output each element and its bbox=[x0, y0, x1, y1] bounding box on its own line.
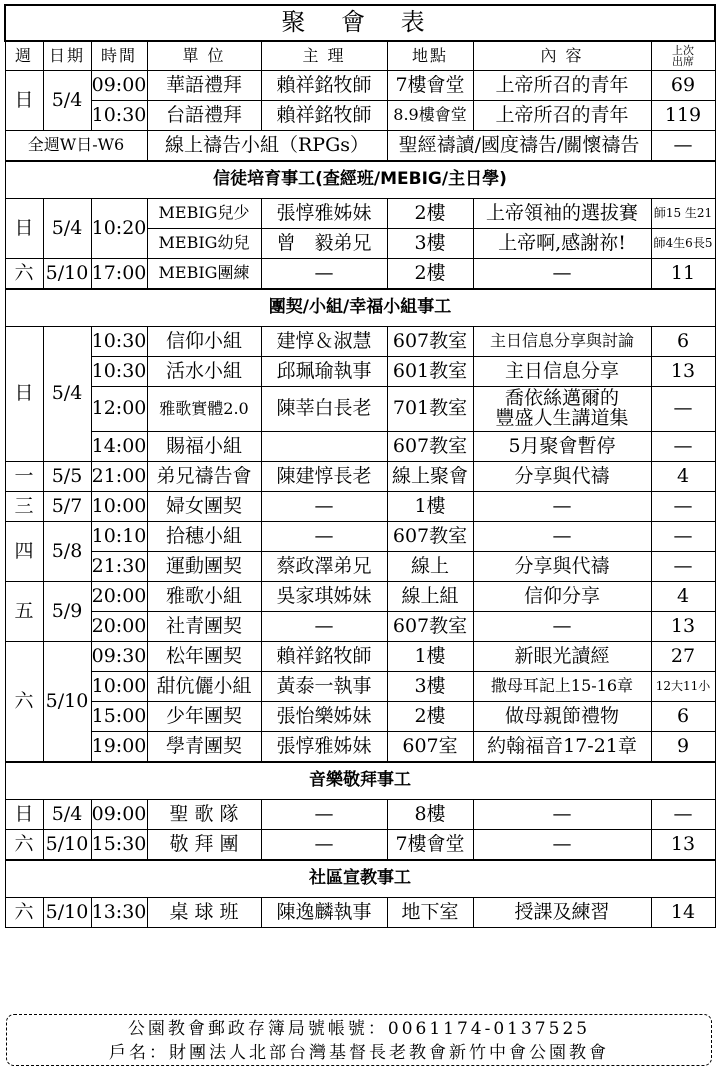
date-cell: 5/10 bbox=[43, 830, 91, 861]
unit-cell: 聖 歌 隊 bbox=[147, 800, 261, 830]
place-cell: 8樓 bbox=[387, 800, 473, 830]
date-cell: 5/8 bbox=[43, 522, 91, 582]
host-cell: 吳家琪姊妹 bbox=[261, 582, 387, 612]
content-cell: 做母親節禮物 bbox=[473, 702, 651, 732]
header-day: 週 bbox=[5, 41, 43, 71]
place-cell: 607室 bbox=[387, 732, 473, 763]
content-cell: — bbox=[473, 612, 651, 642]
account-name-line: 戶名：財團法人北部台灣基督長老教會新竹中會公園教會 bbox=[109, 1043, 609, 1063]
place-cell: 線上聚會 bbox=[387, 462, 473, 492]
table-row bbox=[5, 830, 715, 861]
content-cell: — bbox=[473, 522, 651, 552]
time-cell: 14:00 bbox=[91, 432, 147, 462]
host-cell: 陳莘白長老 bbox=[261, 387, 387, 432]
place-cell: 607教室 bbox=[387, 522, 473, 552]
time-cell: 10:30 bbox=[91, 327, 147, 357]
section-title-community: 社區宣教事工 bbox=[5, 860, 715, 898]
place-cell: 607教室 bbox=[387, 327, 473, 357]
time-cell: 21:00 bbox=[91, 462, 147, 492]
place-cell: 7樓會堂 bbox=[387, 830, 473, 861]
table-row bbox=[5, 259, 715, 290]
unit-cell: 少年團契 bbox=[147, 702, 261, 732]
section-title-training: 信徒培育事工(查經班/MEBIG/主日學) bbox=[5, 161, 715, 199]
last-cell: — bbox=[651, 522, 715, 552]
unit-cell: 學青團契 bbox=[147, 732, 261, 763]
place-cell: 2樓 bbox=[387, 259, 473, 290]
date-cell: 5/7 bbox=[43, 492, 91, 522]
last-cell: 13 bbox=[651, 357, 715, 387]
time-cell: 21:30 bbox=[91, 552, 147, 582]
last-cell: 師15 生21 bbox=[651, 199, 715, 229]
host-cell: — bbox=[261, 612, 387, 642]
table-row bbox=[5, 612, 715, 642]
date-cell: 5/4 bbox=[43, 327, 91, 462]
table-row bbox=[5, 732, 715, 763]
page-title: 聚 會 表 bbox=[5, 5, 715, 41]
weekly-span-cell: 全週W日-W6 bbox=[5, 131, 147, 162]
unit-cell: MEBIG幼兒 bbox=[147, 229, 261, 259]
host-cell: 陳建惇長老 bbox=[261, 462, 387, 492]
last-cell: 12大11小 bbox=[651, 672, 715, 702]
last-cell: 13 bbox=[651, 830, 715, 861]
table-row bbox=[5, 702, 715, 732]
host-cell: 張惇雅姊妹 bbox=[261, 732, 387, 763]
host-cell: — bbox=[261, 522, 387, 552]
section-title-fellowship: 團契/小組/幸福小組事工 bbox=[5, 289, 715, 327]
date-cell: 5/10 bbox=[43, 259, 91, 290]
header-row bbox=[5, 41, 715, 71]
place-cell: 607教室 bbox=[387, 432, 473, 462]
unit-cell: 敬 拜 團 bbox=[147, 830, 261, 861]
content-cell: — bbox=[473, 800, 651, 830]
account-number-line: 公園教會郵政存簿局號帳號：0061174-0137525 bbox=[127, 1019, 591, 1039]
place-cell: 7樓會堂 bbox=[387, 71, 473, 101]
date-cell: 5/4 bbox=[43, 199, 91, 259]
time-cell: 10:10 bbox=[91, 522, 147, 552]
header-content: 內 容 bbox=[473, 41, 651, 71]
time-cell: 12:00 bbox=[91, 387, 147, 432]
last-cell: — bbox=[651, 432, 715, 462]
unit-cell: 運動團契 bbox=[147, 552, 261, 582]
place-cell: 607教室 bbox=[387, 612, 473, 642]
date-cell: 5/4 bbox=[43, 71, 91, 131]
unit-cell: 雅歌實體2.0 bbox=[147, 387, 261, 432]
host-cell: 黃泰一執事 bbox=[261, 672, 387, 702]
time-cell: 13:30 bbox=[91, 898, 147, 928]
content-cell: 授課及練習 bbox=[473, 898, 651, 928]
content-cell: 約翰福音17-21章 bbox=[473, 732, 651, 763]
last-cell: 9 bbox=[651, 732, 715, 763]
table-row bbox=[5, 582, 715, 612]
content-cell: 上帝所召的青年 bbox=[473, 101, 651, 131]
table-row bbox=[5, 387, 715, 432]
table-row bbox=[5, 327, 715, 357]
last-cell: 119 bbox=[651, 101, 715, 131]
host-cell: 張怡樂姊妹 bbox=[261, 702, 387, 732]
day-cell: 日 bbox=[5, 199, 43, 259]
unit-cell: 桌 球 班 bbox=[147, 898, 261, 928]
content-cell: 主日信息分享與討論 bbox=[473, 327, 651, 357]
unit-cell: 信仰小組 bbox=[147, 327, 261, 357]
unit-cell: 雅歌小組 bbox=[147, 582, 261, 612]
time-cell: 17:00 bbox=[91, 259, 147, 290]
content-cell: 聖經禱讀/國度禱告/關懷禱告 bbox=[387, 131, 651, 162]
host-cell: 賴祥銘牧師 bbox=[261, 71, 387, 101]
day-cell: 三 bbox=[5, 492, 43, 522]
header-last-attendance: 上次 出席 bbox=[651, 41, 715, 71]
unit-cell: 甜伉儷小組 bbox=[147, 672, 261, 702]
last-cell: 4 bbox=[651, 582, 715, 612]
date-cell: 5/10 bbox=[43, 642, 91, 763]
place-cell: 3樓 bbox=[387, 229, 473, 259]
host-cell: 曾 毅弟兄 bbox=[261, 229, 387, 259]
last-cell: 6 bbox=[651, 702, 715, 732]
host-cell: 邱珮瑜執事 bbox=[261, 357, 387, 387]
unit-cell: MEBIG兒少 bbox=[147, 199, 261, 229]
time-cell: 15:00 bbox=[91, 702, 147, 732]
place-cell: 地下室 bbox=[387, 898, 473, 928]
last-cell: 14 bbox=[651, 898, 715, 928]
table-row bbox=[5, 642, 715, 672]
unit-cell: 弟兄禱告會 bbox=[147, 462, 261, 492]
day-cell: 日 bbox=[5, 327, 43, 462]
time-cell: 09:00 bbox=[91, 71, 147, 101]
table-row bbox=[5, 672, 715, 702]
content-cell: 5月聚會暫停 bbox=[473, 432, 651, 462]
unit-cell: 賜福小組 bbox=[147, 432, 261, 462]
host-cell bbox=[261, 432, 387, 462]
content-cell: 上帝領袖的選拔賽 bbox=[473, 199, 651, 229]
place-cell: 線上 bbox=[387, 552, 473, 582]
day-cell: 日 bbox=[5, 800, 43, 830]
host-cell: — bbox=[261, 492, 387, 522]
table-row bbox=[5, 552, 715, 582]
date-cell: 5/9 bbox=[43, 582, 91, 642]
place-cell: 601教室 bbox=[387, 357, 473, 387]
table-row bbox=[5, 357, 715, 387]
place-cell: 3樓 bbox=[387, 672, 473, 702]
table-row bbox=[5, 131, 715, 162]
unit-cell: MEBIG團練 bbox=[147, 259, 261, 290]
day-cell: 六 bbox=[5, 259, 43, 290]
place-cell: 1樓 bbox=[387, 642, 473, 672]
section-title-music: 音樂敬拜事工 bbox=[5, 762, 715, 800]
content-cell: 分享與代禱 bbox=[473, 552, 651, 582]
content-cell: — bbox=[473, 492, 651, 522]
host-cell: 賴祥銘牧師 bbox=[261, 642, 387, 672]
content-cell: — bbox=[473, 830, 651, 861]
header-host: 主 理 bbox=[261, 41, 387, 71]
unit-cell: 松年團契 bbox=[147, 642, 261, 672]
table-row bbox=[5, 492, 715, 522]
table-row bbox=[5, 800, 715, 830]
unit-cell: 線上禱告小組（RPGs） bbox=[147, 131, 387, 162]
header-place: 地點 bbox=[387, 41, 473, 71]
last-cell: — bbox=[651, 131, 715, 162]
time-cell: 09:00 bbox=[91, 800, 147, 830]
day-cell: 五 bbox=[5, 582, 43, 642]
content-cell: 分享與代禱 bbox=[473, 462, 651, 492]
content-cell: 新眼光讀經 bbox=[473, 642, 651, 672]
place-cell: 1樓 bbox=[387, 492, 473, 522]
table-row bbox=[5, 432, 715, 462]
last-cell: 4 bbox=[651, 462, 715, 492]
time-cell: 10:20 bbox=[91, 199, 147, 259]
last-cell: — bbox=[651, 552, 715, 582]
host-cell: — bbox=[261, 830, 387, 861]
last-cell: — bbox=[651, 800, 715, 830]
host-cell: — bbox=[261, 259, 387, 290]
table-row bbox=[5, 199, 715, 229]
time-cell: 09:30 bbox=[91, 642, 147, 672]
day-cell: 六 bbox=[5, 642, 43, 763]
host-cell: 建惇＆淑慧 bbox=[261, 327, 387, 357]
table-row bbox=[5, 101, 715, 131]
unit-cell: 台語禮拜 bbox=[147, 101, 261, 131]
place-cell: 線上組 bbox=[387, 582, 473, 612]
last-cell: 13 bbox=[651, 612, 715, 642]
time-cell: 15:30 bbox=[91, 830, 147, 861]
header-unit: 單 位 bbox=[147, 41, 261, 71]
place-cell: 2樓 bbox=[387, 199, 473, 229]
time-cell: 10:30 bbox=[91, 101, 147, 131]
time-cell: 10:30 bbox=[91, 357, 147, 387]
last-cell: — bbox=[651, 492, 715, 522]
table-row bbox=[5, 71, 715, 101]
host-cell: 張惇雅姊妹 bbox=[261, 199, 387, 229]
content-cell: 信仰分享 bbox=[473, 582, 651, 612]
day-cell: 四 bbox=[5, 522, 43, 582]
last-cell: 69 bbox=[651, 71, 715, 101]
host-cell: 陳逸麟執事 bbox=[261, 898, 387, 928]
unit-cell: 婦女團契 bbox=[147, 492, 261, 522]
donation-info-box bbox=[6, 1014, 712, 1066]
place-cell: 8.9樓會堂 bbox=[387, 101, 473, 131]
unit-cell: 社青團契 bbox=[147, 612, 261, 642]
host-cell: — bbox=[261, 800, 387, 830]
time-cell: 19:00 bbox=[91, 732, 147, 763]
content-cell: 上帝啊,感謝祢! bbox=[473, 229, 651, 259]
content-cell: 主日信息分享 bbox=[473, 357, 651, 387]
place-cell: 701教室 bbox=[387, 387, 473, 432]
last-cell: — bbox=[651, 387, 715, 432]
day-cell: 六 bbox=[5, 830, 43, 861]
time-cell: 10:00 bbox=[91, 492, 147, 522]
time-cell: 20:00 bbox=[91, 612, 147, 642]
table-row bbox=[5, 522, 715, 552]
content-cell: 上帝所召的青年 bbox=[473, 71, 651, 101]
host-cell: 蔡政澤弟兄 bbox=[261, 552, 387, 582]
last-cell: 6 bbox=[651, 327, 715, 357]
place-cell: 2樓 bbox=[387, 702, 473, 732]
day-cell: 一 bbox=[5, 462, 43, 492]
content-cell: 喬依絲邁爾的 豐盛人生講道集 bbox=[473, 387, 651, 432]
last-cell: 27 bbox=[651, 642, 715, 672]
header-time: 時間 bbox=[91, 41, 147, 71]
host-cell: 賴祥銘牧師 bbox=[261, 101, 387, 131]
date-cell: 5/4 bbox=[43, 800, 91, 830]
time-cell: 10:00 bbox=[91, 672, 147, 702]
table-row bbox=[5, 898, 715, 928]
time-cell: 20:00 bbox=[91, 582, 147, 612]
last-cell: 11 bbox=[651, 259, 715, 290]
content-cell: 撒母耳記上15-16章 bbox=[473, 672, 651, 702]
unit-cell: 華語禮拜 bbox=[147, 71, 261, 101]
last-cell: 師4生6長5 bbox=[651, 229, 715, 259]
content-cell: — bbox=[473, 259, 651, 290]
date-cell: 5/5 bbox=[43, 462, 91, 492]
schedule-sheet bbox=[4, 4, 714, 928]
table-row bbox=[5, 462, 715, 492]
header-date: 日期 bbox=[43, 41, 91, 71]
meeting-table bbox=[4, 4, 716, 928]
date-cell: 5/10 bbox=[43, 898, 91, 928]
day-cell: 日 bbox=[5, 71, 43, 131]
unit-cell: 活水小組 bbox=[147, 357, 261, 387]
unit-cell: 拾穗小組 bbox=[147, 522, 261, 552]
day-cell: 六 bbox=[5, 898, 43, 928]
